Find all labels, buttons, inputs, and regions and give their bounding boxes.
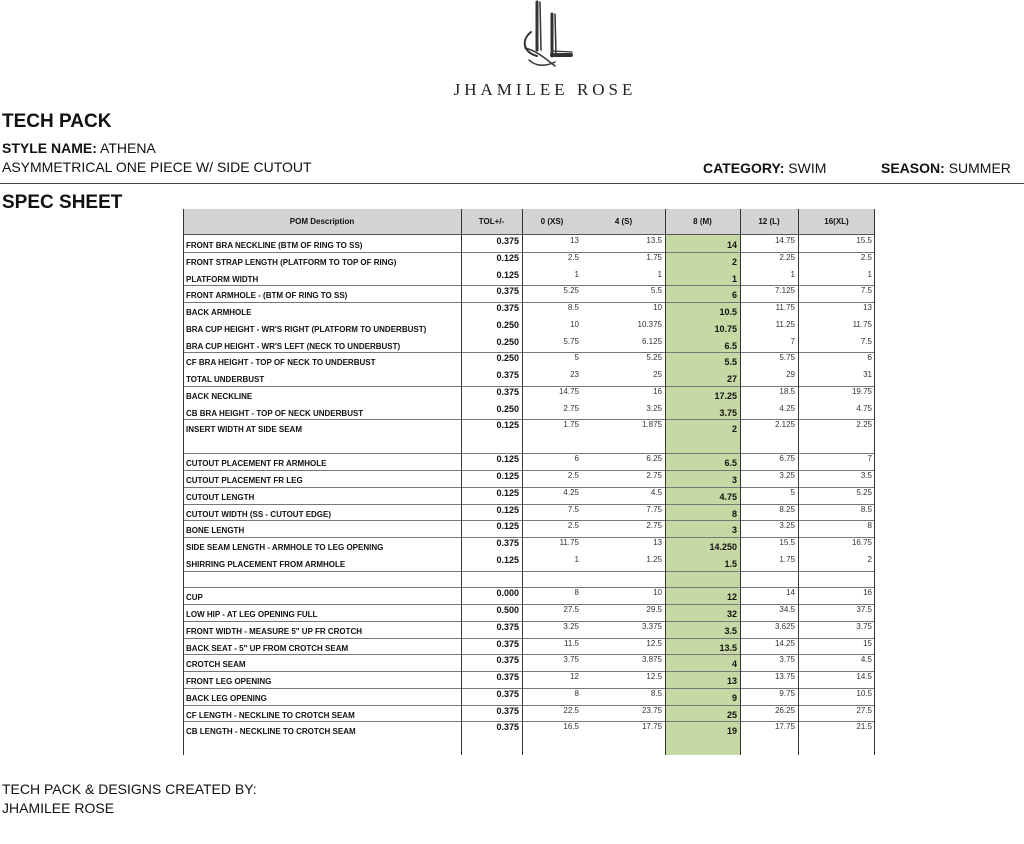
size-value: 14 (726, 240, 737, 250)
footer-credit-label: TECH PACK & DESIGNS CREATED BY: (2, 781, 257, 797)
pom-description: CB LENGTH - NECKLINE TO CROTCH SEAM (186, 727, 356, 737)
size-value: 6.5 (724, 458, 737, 469)
size-value: 13.5 (646, 236, 662, 245)
size-value: 23 (570, 370, 579, 379)
size-value: 8.5 (567, 303, 579, 312)
column-header: 16(XL) (824, 217, 849, 226)
pom-description: CUP (186, 593, 203, 603)
size-value: 7.125 (774, 286, 795, 296)
size-value: 8 (867, 521, 872, 531)
size-value: 2.75 (563, 403, 579, 413)
tolerance-value: 0.125 (496, 420, 519, 431)
size-value: 2 (867, 554, 872, 564)
size-value: 2.125 (774, 420, 795, 430)
pom-description: BACK NECKLINE (186, 391, 253, 401)
pom-description: FRONT ARMHOLE - (BTM OF RING TO SS) (186, 291, 348, 301)
size-value: 3.25 (563, 621, 579, 631)
size-value: 3.5 (860, 471, 872, 480)
size-value: 8 (731, 508, 737, 519)
size-value: 7 (790, 336, 795, 346)
size-value: 1.5 (724, 558, 737, 569)
column-divider (522, 209, 523, 755)
size-value: 2.5 (567, 252, 579, 262)
pom-description: BRA CUP HEIGHT - WR'S RIGHT (PLATFORM TO UNDERBUST) (186, 324, 427, 334)
pom-description: CF LENGTH - NECKLINE TO CROTCH SEAM (186, 710, 355, 720)
size-value: 14.5 (856, 672, 872, 681)
column-divider (740, 209, 741, 755)
size-value: 13 (863, 303, 872, 312)
size-value: 18.5 (779, 386, 795, 396)
size-value: 15.5 (779, 538, 795, 547)
size-value: 3 (731, 475, 737, 485)
size-value: 12.5 (646, 672, 662, 681)
pom-description: CUTOUT WIDTH (SS - CUTOUT EDGE) (186, 509, 332, 519)
pom-description: BACK SEAT - 5" UP FROM CROTCH SEAM (186, 643, 349, 653)
tolerance-value: 0.125 (496, 521, 519, 532)
size-value: 1 (574, 269, 579, 279)
size-value: 2.25 (856, 420, 872, 430)
size-value: 17.75 (641, 722, 662, 732)
tolerance-value: 0.125 (496, 454, 519, 465)
size-value: 27.5 (563, 605, 579, 614)
size-value: 12 (726, 592, 737, 603)
tolerance-value: 0.250 (496, 403, 519, 414)
size-value: 3.75 (563, 655, 579, 665)
column-divider (461, 209, 462, 755)
size-value: 2.75 (646, 521, 662, 531)
size-value: 3.75 (779, 655, 795, 665)
size-value: 5.75 (563, 336, 579, 346)
pom-description: TOTAL UNDERBUST (186, 375, 265, 384)
size-value: 1.25 (646, 554, 662, 564)
size-value: 26.25 (774, 705, 795, 715)
size-value: 1 (790, 269, 795, 279)
pom-description: FRONT BRA NECKLINE (BTM OF RING TO SS) (186, 241, 363, 250)
size-value: 3.5 (724, 625, 737, 636)
tolerance-value: 0.375 (496, 638, 519, 649)
column-header: 0 (XS) (540, 217, 564, 226)
category (703, 160, 826, 176)
size-value: 11.5 (564, 638, 579, 648)
size-value: 4.75 (719, 491, 737, 502)
size-value: 16 (653, 386, 662, 396)
size-value: 27 (726, 374, 737, 384)
size-value: 5.25 (646, 353, 662, 363)
size-value: 29.5 (646, 605, 662, 614)
tolerance-value: 0.000 (496, 588, 519, 599)
column-divider (874, 209, 875, 755)
tolerance-value: 0.500 (496, 605, 519, 615)
size-value: 4.5 (860, 655, 872, 665)
size-value: 3.875 (641, 655, 662, 665)
tolerance-value: 0.375 (496, 705, 519, 716)
pom-description: CF BRA HEIGHT - TOP OF NECK TO UNDERBUST (186, 358, 376, 368)
footer-credit-name: JHAMILEE ROSE (2, 800, 115, 816)
size-value: 11.75 (852, 319, 872, 329)
size-value: 16 (863, 588, 872, 598)
size-value: 14.250 (709, 542, 737, 552)
size-value: 2.5 (567, 521, 579, 531)
size-value: 5.75 (779, 353, 795, 363)
style-value: ATHENA (100, 140, 156, 156)
size-value: 4 (731, 659, 737, 670)
season-label: SEASON: (881, 160, 945, 176)
size-value: 13.75 (774, 672, 795, 681)
size-value: 10.75 (714, 323, 737, 334)
size-value: 10 (653, 588, 662, 598)
size-value: 12 (570, 672, 579, 681)
tolerance-value: 0.125 (496, 269, 519, 280)
size-value: 37.5 (856, 605, 872, 614)
size-value: 8.25 (779, 504, 795, 514)
tolerance-value: 0.375 (496, 655, 519, 666)
tolerance-value: 0.125 (496, 554, 519, 565)
tolerance-value: 0.250 (496, 319, 519, 330)
pom-description: BRA CUP HEIGHT - WR'S LEFT (NECK TO UNDERBUST) (186, 341, 401, 351)
size-value: 6 (574, 454, 579, 464)
tolerance-value: 0.125 (496, 471, 519, 481)
size-value: 15 (863, 638, 872, 648)
column-header: 8 (M) (693, 217, 712, 226)
size-value: 27.5 (856, 705, 872, 715)
size-value: 16.5 (563, 722, 579, 732)
size-value: 7.5 (860, 286, 872, 296)
pom-description: CUTOUT LENGTH (186, 492, 255, 502)
column-divider (665, 209, 666, 755)
size-value: 4.75 (856, 403, 872, 413)
size-value: 6 (867, 353, 872, 363)
size-value: 6.125 (641, 336, 662, 346)
size-value: 2.5 (567, 471, 579, 480)
size-value: 2 (731, 256, 737, 267)
size-value: 13 (726, 676, 737, 686)
size-value: 10 (653, 303, 662, 312)
pom-description: CROTCH SEAM (186, 660, 246, 670)
size-value: 3.25 (779, 471, 795, 480)
pom-description: PLATFORM WIDTH (186, 274, 259, 284)
tolerance-value: 0.375 (496, 538, 519, 548)
size-value: 9 (731, 692, 737, 703)
size-value: 13 (570, 236, 579, 245)
tolerance-value: 0.375 (496, 621, 519, 632)
size-value: 10.5 (719, 307, 737, 317)
size-value: 23.75 (641, 705, 662, 715)
column-header: TOL+/- (478, 217, 505, 226)
tolerance-value: 0.375 (496, 386, 519, 397)
size-value: 17.25 (714, 390, 737, 401)
pom-description: INSERT WIDTH AT SIDE SEAM (186, 425, 302, 435)
size-value: 4.5 (650, 487, 662, 497)
size-value: 1.75 (563, 420, 579, 430)
season-value: SUMMER (948, 160, 1011, 176)
size-value: 7 (867, 454, 872, 464)
size-value: 5.25 (856, 487, 872, 497)
size-value: 2.5 (860, 252, 872, 262)
size-value: 7.5 (860, 336, 872, 346)
size-value: 12.5 (646, 638, 662, 648)
size-value: 5.25 (563, 286, 579, 296)
size-value: 25 (726, 709, 737, 720)
tolerance-value: 0.375 (496, 236, 519, 246)
size-value: 11.75 (775, 303, 795, 312)
size-value: 4.25 (779, 403, 795, 413)
size-value: 3.25 (646, 403, 662, 413)
column-divider (183, 209, 184, 755)
size-value: 14.75 (558, 386, 579, 396)
size-value: 19 (726, 726, 737, 737)
category-value: SWIM (788, 160, 827, 176)
style-description: ASYMMETRICAL ONE PIECE W/ SIDE CUTOUT (2, 159, 312, 175)
column-header: POM Description (289, 217, 355, 226)
pom-description: BACK ARMHOLE (186, 308, 252, 317)
tolerance-value: 0.125 (496, 252, 519, 263)
tolerance-value: 0.125 (496, 504, 519, 515)
size-value: 6.25 (646, 454, 662, 464)
pom-description: SIDE SEAM LENGTH - ARMHOLE TO LEG OPENING (186, 543, 384, 552)
size-value: 3.625 (774, 621, 795, 631)
size-value: 2 (731, 424, 737, 435)
row-divider (183, 571, 875, 572)
size-value: 8 (574, 688, 579, 698)
size-value: 21.5 (856, 722, 872, 732)
page-title: TECH PACK (2, 111, 112, 132)
size-value: 3.75 (856, 621, 872, 631)
size-value: 2.25 (779, 252, 795, 262)
size-value: 19.75 (851, 386, 872, 396)
size-value: 6.75 (779, 454, 795, 464)
size-value: 3.75 (719, 407, 737, 418)
size-value: 1 (867, 269, 872, 279)
size-value: 6 (731, 290, 737, 301)
column-header: 4 (S) (614, 217, 633, 226)
pom-description: FRONT LEG OPENING (186, 677, 272, 686)
size-value: 3.25 (779, 521, 795, 531)
size-value: 14 (786, 588, 795, 598)
size-value: 1 (657, 269, 662, 279)
size-value: 16.75 (851, 538, 872, 547)
tolerance-value: 0.125 (496, 487, 519, 498)
size-value: 25 (653, 370, 662, 379)
size-value: 3.375 (641, 621, 662, 631)
column-divider (798, 209, 799, 755)
spec-sheet-title: SPEC SHEET (2, 192, 123, 213)
jr-monogram-logo-icon (515, 0, 585, 72)
style-label: STYLE NAME: (2, 140, 97, 156)
divider (0, 183, 1024, 184)
size-value: 5.5 (650, 286, 662, 296)
size-value: 10.375 (637, 319, 662, 329)
size-value: 1.75 (646, 252, 662, 262)
size-value: 11.25 (775, 319, 795, 329)
size-value: 8.5 (860, 504, 872, 514)
size-value: 1 (574, 554, 579, 564)
size-value: 34.5 (779, 605, 795, 614)
pom-description: BONE LENGTH (186, 526, 245, 536)
tolerance-value: 0.375 (496, 672, 519, 682)
category-label: CATEGORY: (703, 160, 785, 176)
size-value: 13 (653, 538, 662, 547)
tolerance-value: 0.250 (496, 353, 519, 364)
size-value: 5.5 (724, 357, 737, 368)
size-value: 7.75 (646, 504, 662, 514)
tolerance-value: 0.375 (496, 370, 519, 380)
tolerance-value: 0.375 (496, 688, 519, 699)
pom-description: CUTOUT PLACEMENT FR LEG (186, 476, 303, 485)
size-value: 11.75 (559, 538, 579, 547)
pom-description: CUTOUT PLACEMENT FR ARMHOLE (186, 459, 327, 469)
style-name (2, 140, 156, 156)
size-value: 3 (731, 525, 737, 536)
size-value: 14.75 (774, 236, 795, 245)
season (881, 160, 1011, 176)
tolerance-value: 0.375 (496, 286, 519, 297)
size-value: 9.75 (779, 688, 795, 698)
size-value: 1.875 (641, 420, 662, 430)
size-value: 31 (863, 370, 872, 379)
column-header: 12 (L) (758, 217, 780, 226)
size-value: 5 (574, 353, 579, 363)
size-value: 10.5 (856, 688, 872, 698)
pom-description: SHIRRING PLACEMENT FROM ARMHOLE (186, 559, 346, 569)
spec-table (183, 209, 875, 755)
size-value: 1 (731, 273, 737, 284)
size-value: 22.5 (563, 705, 579, 715)
size-value: 13.5 (719, 642, 737, 653)
size-value: 10 (570, 319, 579, 329)
size-value: 8.5 (650, 688, 662, 698)
size-value: 6.5 (724, 340, 737, 351)
pom-description: BACK LEG OPENING (186, 693, 267, 703)
pom-description: LOW HIP - AT LEG OPENING FULL (186, 610, 318, 619)
brand-name: JHAMILEE ROSE (453, 80, 637, 99)
tolerance-value: 0.250 (496, 336, 519, 347)
size-value: 8 (574, 588, 579, 598)
pom-description: CB BRA HEIGHT - TOP OF NECK UNDERBUST (186, 408, 364, 418)
pom-description: FRONT WIDTH - MEASURE 5" UP FR CROTCH (186, 626, 363, 636)
tolerance-value: 0.375 (496, 722, 519, 733)
size-value: 5 (790, 487, 795, 497)
size-value: 29 (786, 370, 795, 379)
size-value: 15.5 (856, 236, 872, 245)
size-value: 14.25 (774, 638, 795, 648)
tolerance-value: 0.375 (496, 303, 519, 313)
size-value: 32 (726, 609, 737, 619)
size-value: 17.75 (774, 722, 795, 732)
size-value: 4.25 (563, 487, 579, 497)
size-value: 2.75 (646, 471, 662, 480)
size-value: 7.5 (567, 504, 579, 514)
size-value: 1.75 (779, 554, 795, 564)
pom-description: FRONT STRAP LENGTH (PLATFORM TO TOP OF RING) (186, 257, 397, 267)
